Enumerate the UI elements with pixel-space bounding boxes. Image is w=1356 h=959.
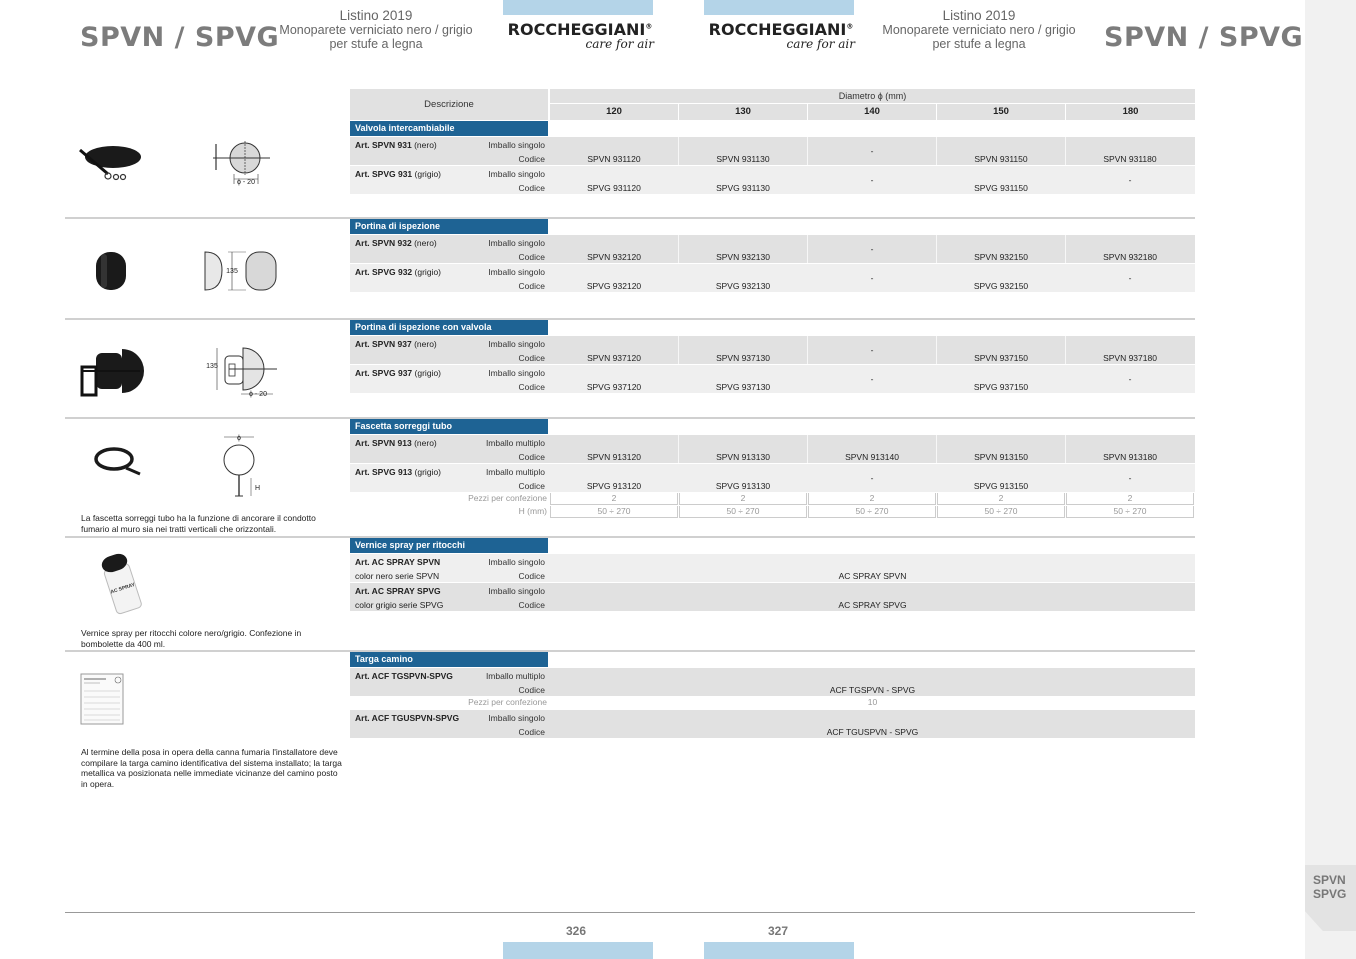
code-cell: SPVN 931180 (1103, 154, 1157, 164)
page-title-right: SPVN / SPVG (1104, 22, 1304, 53)
code-label: Codice (518, 353, 545, 363)
listino-label: Listino 2019 (942, 8, 1016, 23)
article-label: Art. SPVG 931 (grigio) (355, 169, 441, 179)
section-title-valvola: Valvola intercambiabile (350, 121, 548, 136)
article-label: Art. SPVN 913 (nero) (355, 438, 437, 448)
code-cell: SPVG 937130 (715, 382, 771, 392)
article-label: Art. SPVN 937 (nero) (355, 339, 437, 349)
listino-label: Listino 2019 (339, 8, 413, 23)
section-title-targa: Targa camino (350, 652, 548, 667)
subtitle-line2: per stufe a legna (932, 37, 1026, 51)
portina-product-image (93, 250, 129, 292)
article-sublabel: color grigio serie SPVG (355, 600, 444, 610)
h-row (350, 506, 1195, 518)
code-cell: SPVG 937150 (973, 382, 1029, 392)
h-cell: 50 ÷ 270 (550, 506, 678, 518)
code-cell: ACF TGSPVN - SPVG (829, 685, 916, 695)
packaging-label: Imballo singolo (488, 713, 545, 723)
valvola-technical-drawing (210, 138, 272, 188)
packaging-label: Imballo multiplo (485, 467, 545, 477)
page-number-right: 327 (768, 924, 789, 938)
header-diam-180: 180 (1066, 104, 1195, 120)
subtitle-line1: Monoparete verniciato nero / grigio (279, 23, 473, 37)
h-cell: 50 ÷ 270 (937, 506, 1065, 518)
table-row (350, 264, 1195, 292)
section-divider (65, 417, 1195, 419)
table-row (350, 435, 1195, 463)
pezzi-label: Pezzi per confezione (468, 697, 547, 707)
dimension-label-diameter: ϕ (237, 435, 241, 442)
pezzi-row (350, 697, 1195, 709)
code-cell: SPVN 932120 (587, 252, 641, 262)
section-divider (65, 318, 1195, 320)
code-cell: AC SPRAY SPVG (838, 600, 907, 610)
code-cell: SPVN 913130 (716, 452, 770, 462)
spray-can-image (96, 550, 146, 616)
vernice-caption: Vernice spray per ritocchi colore nero/grigio. Confezione in bombolette da 400 ml. (81, 628, 302, 649)
code-cell: SPVN 913180 (1103, 452, 1157, 462)
pezzi-label: Pezzi per confezione (468, 493, 547, 503)
roccheggiani-logo-left (500, 20, 660, 51)
article-label: Art. SPVN 932 (nero) (355, 238, 437, 248)
code-cell: SPVN 937130 (716, 353, 770, 363)
page-number-left: 326 (566, 924, 587, 938)
packaging-label: Imballo multiplo (485, 438, 545, 448)
code-label: Codice (518, 252, 545, 262)
code-cell: SPVG 932150 (973, 281, 1029, 291)
code-cell: SPVN 931150 (974, 154, 1028, 164)
h-label: H (mm) (518, 506, 547, 516)
table-row (350, 137, 1195, 165)
pezzi-cell: 2 (937, 493, 1065, 505)
dimension-label: 135 (226, 268, 238, 275)
code-cell: SPVG 913130 (715, 481, 771, 491)
table-row (350, 235, 1195, 263)
code-cell: SPVN 913120 (587, 452, 641, 462)
code-cell: SPVG 932120 (586, 281, 642, 291)
code-cell: SPVN 932130 (716, 252, 770, 262)
targa-caption: Al termine della posa in opera della canna fumaria l'installatore deve compilare la targa camino identificativa del sistema installato; la targa metallica va posizionata nelle immediate vicinanze del camino posto in opera. (81, 747, 342, 789)
side-label-line2: SPVG (1313, 887, 1347, 901)
fascetta-technical-drawing (218, 432, 264, 500)
packaging-label: Imballo singolo (488, 339, 545, 349)
code-label: Codice (518, 281, 545, 291)
table-row (350, 336, 1195, 364)
portina-technical-drawing (200, 248, 280, 294)
pezzi-cell: 2 (679, 493, 807, 505)
side-label-line1: SPVN (1313, 873, 1346, 887)
h-cell: 50 ÷ 270 (679, 506, 807, 518)
packaging-label: Imballo singolo (488, 368, 545, 378)
bottom-tab-right (704, 942, 854, 959)
pezzi-cell: 10 (867, 697, 878, 707)
valvola-product-image (78, 140, 146, 182)
code-label: Codice (518, 154, 545, 164)
code-label: Codice (518, 571, 545, 581)
code-cell: - (870, 244, 874, 254)
h-cell: 50 ÷ 270 (808, 506, 936, 518)
article-label: Art. SPVG 937 (grigio) (355, 368, 441, 378)
code-label: Codice (518, 481, 545, 491)
header-diam-150: 150 (937, 104, 1065, 120)
code-cell: - (1128, 374, 1132, 384)
dimension-label-height: H (255, 485, 261, 492)
code-label: Codice (518, 382, 545, 392)
header-subtitle-left (271, 9, 481, 51)
footer-divider (65, 912, 1195, 913)
spray-can-label: AC SPRAY (109, 581, 136, 596)
portina-valvola-technical-drawing (203, 344, 281, 400)
dimension-label-width: ϕ - 20 (249, 391, 267, 398)
subtitle-line2: per stufe a legna (329, 37, 423, 51)
code-cell: SPVN 937150 (974, 353, 1028, 363)
code-cell: SPVG 937120 (586, 382, 642, 392)
code-cell: - (870, 345, 874, 355)
packaging-label: Imballo singolo (488, 267, 545, 277)
dimension-label: ϕ - 20 (237, 179, 255, 186)
packaging-label: Imballo singolo (488, 557, 545, 567)
roccheggiani-logo-right (701, 20, 861, 51)
table-row (350, 464, 1195, 492)
pezzi-cell: 2 (550, 493, 678, 505)
section-divider (65, 650, 1195, 652)
code-cell: SPVN 913150 (974, 452, 1028, 462)
header-diam-120: 120 (550, 104, 678, 120)
code-cell: - (870, 146, 874, 156)
code-cell: SPVG 931130 (716, 183, 770, 193)
logo-tagline: care for air (786, 37, 855, 51)
packaging-label: Imballo singolo (488, 586, 545, 596)
code-cell: ACF TGUSPVN - SPVG (826, 727, 919, 737)
code-cell: SPVG 931150 (974, 183, 1028, 193)
table-row (350, 554, 1195, 582)
pezzi-row (350, 493, 1195, 505)
subtitle-line1: Monoparete verniciato nero / grigio (882, 23, 1076, 37)
packaging-label: Imballo multiplo (485, 671, 545, 681)
code-cell: SPVN 913140 (845, 452, 899, 462)
code-cell: AC SPRAY SPVN (838, 571, 907, 581)
pezzi-cell: 2 (1066, 493, 1194, 505)
bottom-tab-left (503, 942, 653, 959)
table-row (350, 166, 1195, 194)
code-cell: SPVG 913120 (586, 481, 642, 491)
table-row (350, 668, 1195, 696)
code-cell: SPVN 931130 (716, 154, 770, 164)
section-title-fascetta: Fascetta sorreggi tubo (350, 419, 548, 434)
code-cell: SPVG 913150 (973, 481, 1029, 491)
header-diam-140: 140 (808, 104, 936, 120)
h-cell: 50 ÷ 270 (1066, 506, 1194, 518)
pezzi-cell: 2 (808, 493, 936, 505)
logo-word: ROCCHEGGIANI (507, 20, 646, 39)
top-tab-right (704, 0, 854, 15)
article-label: Art. AC SPRAY SPVG (355, 586, 441, 596)
code-label: Codice (518, 727, 545, 737)
top-tab-left (503, 0, 653, 15)
code-cell: SPVN 937120 (587, 353, 641, 363)
article-sublabel: color nero serie SPVN (355, 571, 440, 581)
table-row (350, 365, 1195, 393)
logo-word: ROCCHEGGIANI (708, 20, 847, 39)
code-cell: SPVN 932150 (974, 252, 1028, 262)
code-cell: SPVG 931120 (587, 183, 641, 193)
code-label: Codice (518, 685, 545, 695)
code-cell: - (870, 473, 874, 483)
code-cell: - (1128, 473, 1132, 483)
logo-tagline: care for air (585, 37, 654, 51)
code-label: Codice (518, 183, 545, 193)
logo-reg: ® (645, 22, 653, 31)
portina-valvola-product-image (78, 345, 146, 397)
logo-reg: ® (846, 22, 854, 31)
targa-plate-image (80, 673, 124, 725)
table-row (350, 583, 1195, 611)
header-subtitle-right (874, 9, 1084, 51)
section-title-vernice: Vernice spray per ritocchi (350, 538, 548, 553)
page-title-left: SPVN / SPVG (80, 22, 280, 53)
code-cell: - (1128, 175, 1132, 185)
section-divider (65, 217, 1195, 219)
code-cell: SPVG 932130 (715, 281, 771, 291)
fascetta-caption: La fascetta sorreggi tubo ha la funzione di ancorare il condotto fumario al muro sia nei tratti verticali che orizzontali. (81, 513, 316, 534)
packaging-label: Imballo singolo (488, 238, 545, 248)
article-label: Art. SPVG 913 (grigio) (355, 467, 441, 477)
side-strip (1305, 0, 1356, 959)
packaging-label: Imballo singolo (488, 140, 545, 150)
code-cell: - (870, 175, 874, 185)
header-diametro: Diametro ϕ (mm) (550, 89, 1195, 103)
article-label: Art. AC SPRAY SPVN (355, 557, 441, 567)
section-title-portina: Portina di ispezione (350, 219, 548, 234)
section-divider (65, 536, 1195, 538)
packaging-label: Imballo singolo (488, 169, 545, 179)
header-diam-130: 130 (679, 104, 807, 120)
code-cell: - (870, 273, 874, 283)
header-descrizione: Descrizione (350, 89, 548, 120)
article-label: Art. ACF TGSPVN-SPVG (355, 671, 453, 681)
article-label: Art. SPVG 932 (grigio) (355, 267, 441, 277)
article-label: Art. SPVN 931 (nero) (355, 140, 437, 150)
code-label: Codice (518, 600, 545, 610)
code-cell: - (1128, 273, 1132, 283)
code-cell: SPVN 932180 (1103, 252, 1157, 262)
code-cell: SPVN 931120 (587, 154, 641, 164)
side-index-label (1313, 873, 1346, 901)
section-title-portina-valvola: Portina di ispezione con valvola (350, 320, 548, 335)
code-cell: SPVN 937180 (1103, 353, 1157, 363)
code-label: Codice (518, 452, 545, 462)
dimension-label-height: 135 (206, 363, 218, 370)
fascetta-product-image (92, 444, 144, 478)
article-label: Art. ACF TGUSPVN-SPVG (355, 713, 460, 723)
table-row (350, 710, 1195, 738)
code-cell: - (870, 374, 874, 384)
